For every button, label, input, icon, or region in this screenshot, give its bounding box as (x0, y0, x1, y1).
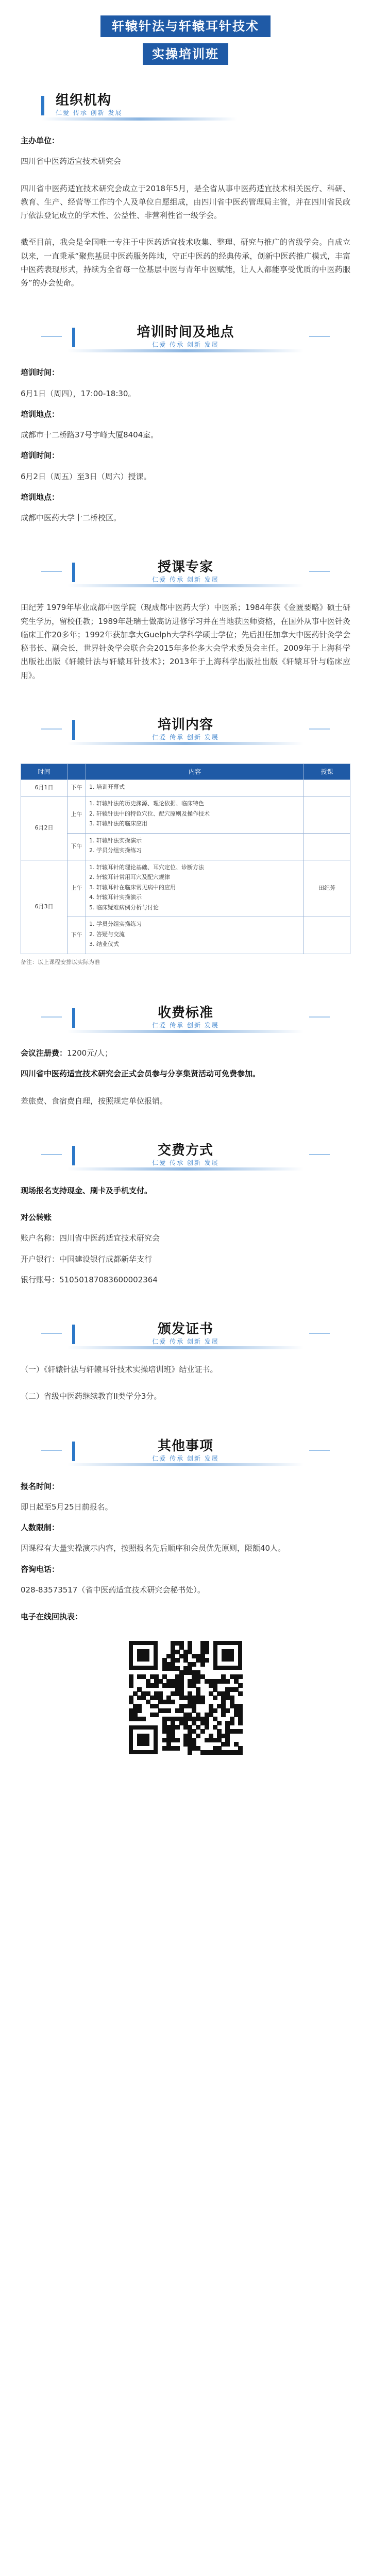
section-expert (0, 601, 371, 682)
section-header-fee (21, 990, 350, 1046)
org-mission: 截至目前，我会是全国唯一专注于中医药适宜技术收集、整理、研究与推广的省级学会。自成立以来，一直秉承“聚焦基层中医药服务阵地，守正中医药的经典传承，创新中医药推广模式，丰富中医药表现形式，持续为全省每一位基层中医与青年中医赋能，让人人都能享受优质的中医药服务”的办会使命。 (21, 238, 350, 287)
limit-label: 人数限制： (21, 1523, 60, 1532)
schedule-content (86, 917, 304, 954)
schedule-teacher (304, 796, 350, 834)
time2-value: 6月2日（周五）至3日（周六）授课。 (21, 471, 151, 481)
section-title: 授课专家 (157, 560, 213, 575)
section-other (0, 1480, 371, 1624)
schedule-item: 2. 轩辕耳针常用耳穴及配穴规律 (96, 873, 300, 882)
account-name-label: 账户名称： (21, 1233, 60, 1243)
section-bar (72, 563, 75, 582)
qr-code-icon[interactable] (129, 1641, 242, 1754)
section-header-content (21, 702, 350, 758)
pay-onsite: 现场报名支持现金、刷卡及手机支付。 (21, 1185, 153, 1195)
pay-transfer-label: 对公转账 (21, 1213, 52, 1222)
section-slogan: 仁爱 传承 创新 发展 (152, 1022, 219, 1029)
time1-label: 培训时间： (21, 368, 60, 378)
time2-label: 培训时间： (21, 451, 60, 461)
section-title: 培训时间及地点 (137, 325, 234, 341)
table-row (21, 917, 350, 954)
section-slogan: 仁爱 传承 创新 发展 (152, 341, 219, 349)
place2-label: 培训地点： (21, 492, 60, 502)
schedule-period: 下午 (68, 779, 86, 796)
schedule-teacher (304, 779, 350, 796)
table-row (21, 796, 350, 834)
section-title: 组织机构 (56, 93, 112, 108)
section-header-expert (21, 544, 350, 601)
schedule-teacher: 田纪芳 (304, 860, 350, 917)
section-header-other (21, 1423, 350, 1480)
section-content (0, 764, 371, 967)
schedule-item: 2. 学员分组实操练习 (96, 846, 300, 855)
time1-value: 6月1日（周四），17:00-18:30。 (21, 388, 136, 398)
schedule-content (86, 860, 304, 917)
schedule-date: 6月1日 (21, 779, 68, 796)
section-org (0, 134, 371, 290)
section-slogan: 仁爱 传承 创新 发展 (152, 1159, 219, 1166)
schedule-item: 5. 临床疑难病例分析与讨论 (96, 904, 300, 912)
section-pay (0, 1184, 371, 1286)
section-title: 颁发证书 (157, 1321, 213, 1337)
section-bar (72, 1146, 75, 1165)
schedule-period: 下午 (68, 833, 86, 860)
section-header-org (21, 77, 350, 134)
contact-label: 咨询电话： (21, 1564, 60, 1574)
schedule-item: 2. 轩辕针法中的特色穴位、配穴原则及操作技术 (96, 810, 300, 819)
section-glow (67, 1346, 304, 1349)
host-value: 四川省中医药适宜技术研究会 (21, 157, 122, 166)
schedule-item: 3. 结业仪式 (96, 940, 300, 949)
section-slogan: 仁爱 传承 创新 发展 (152, 733, 219, 741)
member-note: 四川省中医药适宜技术研究会正式会员参与分享集贤活动可免费参加。 (21, 1069, 261, 1079)
table-header: 时间 (21, 764, 68, 779)
deadline-value: 即日起至5月25日前报名。 (21, 1502, 113, 1512)
table-row (21, 779, 350, 796)
table-header: 授课 (304, 764, 350, 779)
schedule-date: 6月2日 (21, 796, 68, 860)
section-bar (72, 1325, 75, 1344)
bank-name: 中国建设银行成都新华支行 (59, 1254, 153, 1264)
schedule-item: 1. 轩辕针法实操演示 (96, 837, 300, 845)
section-bar (72, 1008, 75, 1028)
account-name: 四川省中医药适宜技术研究会 (59, 1233, 160, 1243)
schedule-item: 1. 培训开幕式 (96, 783, 300, 792)
bank-label: 开户银行： (21, 1254, 60, 1264)
section-title: 其他事项 (157, 1438, 213, 1454)
schedule-item: 4. 轩辕耳针实操演示 (96, 893, 300, 902)
expert-bio: 田纪芳 1979年毕业成都中医学院（现成都中医药大学）中医系；1984年获《金匮要略》硕士研究生学历，留校任教；1989年赴瑞士做高访进修学习并在当地获医师资格，在国外从事中医针灸临床工作20多年；1992年获加拿大Guelph大学科学硕士学位；先后担任加拿大中医药针灸学会秘书长、副会长，世界针灸学会联合会2015年多伦多大会学术委员会主任。2009年于上海科学出版社出版《轩辕针法与轩辕耳针技术》；2013年于上海科学出版社出版《轩辕耳针与临床应用》。 (21, 603, 350, 680)
signup-label: 电子在线回执表： (21, 1612, 83, 1621)
banner-title-line2: 实操培训班 (143, 43, 228, 65)
section-glow (41, 117, 237, 121)
place1-label: 培训地点： (21, 409, 60, 419)
section-glow (67, 1463, 304, 1466)
table-header (68, 764, 86, 779)
section-title: 培训内容 (157, 717, 213, 733)
schedule-content (86, 779, 304, 796)
cert-item-1: （一）《轩辕针法与轩辕耳针技术实操培训班》结业证书。 (21, 1365, 218, 1374)
deadline-label: 报名时间： (21, 1481, 60, 1491)
section-glow (67, 1030, 304, 1033)
table-row (21, 833, 350, 860)
section-header-pay (21, 1127, 350, 1184)
schedule-teacher (304, 833, 350, 860)
section-title: 收费标准 (157, 1005, 213, 1021)
schedule-teacher (304, 917, 350, 954)
account-label: 银行账号： (21, 1275, 60, 1284)
section-title: 交费方式 (157, 1142, 213, 1158)
place1-value: 成都市十二桥路37号宇峰大厦8404室。 (21, 430, 159, 439)
table-header: 内容 (86, 764, 304, 779)
schedule-period: 下午 (68, 917, 86, 954)
cert-item-2: （二）省级中医药继续教育II类学分3分。 (21, 1392, 162, 1401)
schedule-item: 3. 轩辕针法的临床应用 (96, 820, 300, 828)
schedule-item: 2. 答疑与交流 (96, 930, 300, 939)
section-bar (72, 720, 75, 740)
schedule-item: 1. 轩辕针法的历史渊源、理论依据、临床特色 (96, 800, 300, 808)
contact-value: 028-83573517（省中医药适宜技术研究会秘书处）。 (21, 1585, 205, 1595)
place2-value: 成都中医药大学十二桥校区。 (21, 513, 122, 522)
fee-value: 1200元/人； (67, 1048, 113, 1058)
food-note: 差旅费、食宿费自理，按照规定单位报销。 (21, 1096, 168, 1106)
section-glow (67, 584, 304, 587)
banner (0, 0, 371, 77)
schedule-period: 上午 (68, 796, 86, 834)
table-note: 备注：以上课程安排以实际为准 (21, 958, 100, 965)
section-slogan: 仁爱 传承 创新 发展 (152, 576, 219, 584)
table-row (21, 860, 350, 917)
schedule-content (86, 833, 304, 860)
account-number: 51050187083600002364 (59, 1275, 158, 1284)
section-bar (72, 1442, 75, 1461)
section-slogan: 仁爱 传承 创新 发展 (56, 109, 123, 117)
fee-label: 会议注册费： (21, 1048, 68, 1058)
section-header-cert (21, 1306, 350, 1363)
schedule-date: 6月3日 (21, 860, 68, 954)
schedule-period: 上午 (68, 860, 86, 917)
qr-area (0, 1631, 371, 1779)
banner-title-line1: 轩辕针法与轩辕耳针技术 (100, 15, 271, 37)
section-cert (0, 1363, 371, 1403)
schedule-item: 1. 学员分组实操练习 (96, 920, 300, 929)
section-glow (67, 742, 304, 745)
limit-value: 因课程有大量实操演示内容，按照报名先后顺序和会员优先原则，限额40人。 (21, 1544, 286, 1553)
section-glow (67, 1167, 304, 1171)
schedule-item: 3. 轩辕耳针在临床常见病中的应用 (96, 884, 300, 892)
section-slogan: 仁爱 传承 创新 发展 (152, 1454, 219, 1462)
schedule-content (86, 796, 304, 834)
section-bar (72, 328, 75, 347)
schedule-table (21, 764, 350, 954)
section-time (0, 366, 371, 524)
org-intro: 四川省中医药适宜技术研究会成立于2018年5月，是全省从事中医药适宜技术相关医疗、科研、教育、生产、经营等工作的个人及单位自愿组成，由四川省中医药管理局主管，并在四川省民政厅依法登记成立的学术性、公益性、非营利性省一级学会。 (21, 183, 350, 220)
section-fee (0, 1046, 371, 1108)
section-slogan: 仁爱 传承 创新 发展 (152, 1338, 219, 1346)
section-header-time (21, 309, 350, 366)
host-label: 主办单位： (21, 136, 60, 145)
schedule-item: 1. 轩辕耳针的理论基础、耳穴定位、诊断方法 (96, 863, 300, 872)
section-glow (67, 349, 304, 352)
